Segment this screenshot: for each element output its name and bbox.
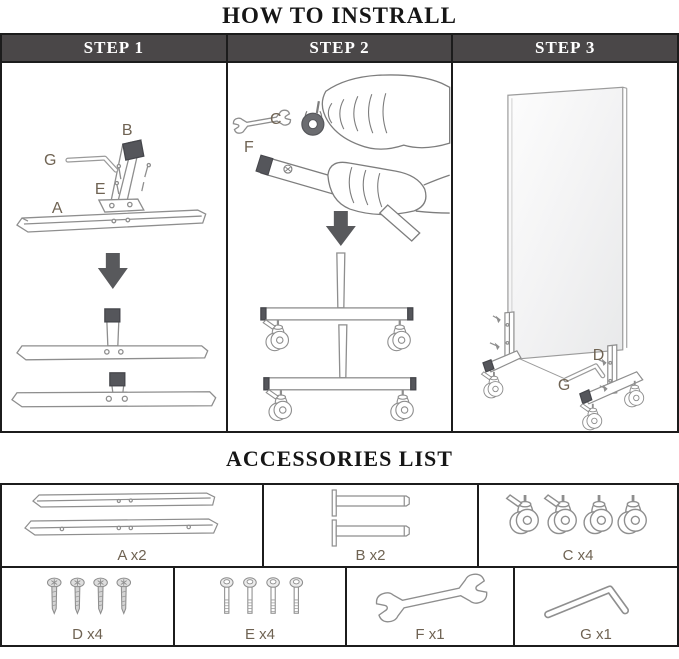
accessory-cell-e [175,568,347,645]
accessory-label: G x1 [580,626,612,643]
bracket-post-icon [268,487,472,547]
wrench-icon [232,109,291,134]
caster-icon [266,390,291,421]
accessory-cell-a [2,485,264,566]
accessory-cell-d [2,568,175,645]
step-2-diagram [228,63,452,431]
hand-with-caster-drawing [302,75,450,149]
part-label-g: G [43,152,57,170]
down-arrow-icon [326,211,356,246]
accessory-label: F x1 [415,626,445,643]
floor-guide-line [513,356,565,379]
wrench-icon [350,570,509,626]
accessory-cell-b [264,485,479,566]
accessories-row-1 [2,485,677,568]
assembled-tbar-drawing [17,309,208,360]
part-label-f: F [243,139,254,157]
step-3-header: STEP 3 [453,35,677,63]
accessory-label: C x4 [562,547,594,564]
part-label-d: D [593,346,605,364]
down-arrow-icon [98,253,128,289]
caster-icon [482,372,503,398]
part-label-c: C [269,111,282,129]
step-3-diagram [453,63,677,431]
hex-key-drawing [68,158,116,170]
long-bar-icon [7,487,257,547]
accessory-label: B x2 [355,547,386,564]
caster-icon [263,320,288,351]
caster-icon [390,390,413,421]
step-3-column [453,35,677,431]
screw-icon [5,570,169,626]
caster-icon [483,487,673,547]
accessory-cell-c [479,485,677,566]
part-label-e: E [94,181,106,199]
step-2-column [228,35,454,431]
assembled-tbar-drawing [12,373,216,407]
step-2-panel [228,63,452,431]
hex-key-icon [518,570,674,626]
part-label-b: B [121,122,133,140]
accessory-cell-f [347,568,515,645]
mirror-drawing [508,87,627,360]
step-2-header: STEP 2 [228,35,452,63]
accessories-title: ACCESSORIES LIST [226,446,453,471]
caster-icon [581,404,602,430]
accessory-label: E x4 [244,626,275,643]
hex-key-drawing [566,366,603,380]
page-title: HOW TO INSTRALL [222,3,457,28]
bolt-icon [178,570,341,626]
accessory-cell-g [515,568,677,645]
accessories-table [0,483,679,647]
steps-table [0,33,679,433]
step-1-panel [2,63,226,431]
part-label-g: G [558,376,571,394]
accessories-row-2 [2,568,677,645]
part-label-a: A [51,200,63,218]
post-bracket-drawing [99,140,151,212]
caster-icon [387,320,410,351]
step-3-panel [453,63,677,431]
accessory-label: A x2 [117,547,147,564]
step-1-header: STEP 1 [2,35,226,63]
step-1-diagram [2,63,226,431]
crossbar-drawing [17,210,206,232]
accessory-label: D x4 [72,626,103,643]
caster-tbar-drawing [261,253,413,320]
step-1-column [2,35,228,431]
